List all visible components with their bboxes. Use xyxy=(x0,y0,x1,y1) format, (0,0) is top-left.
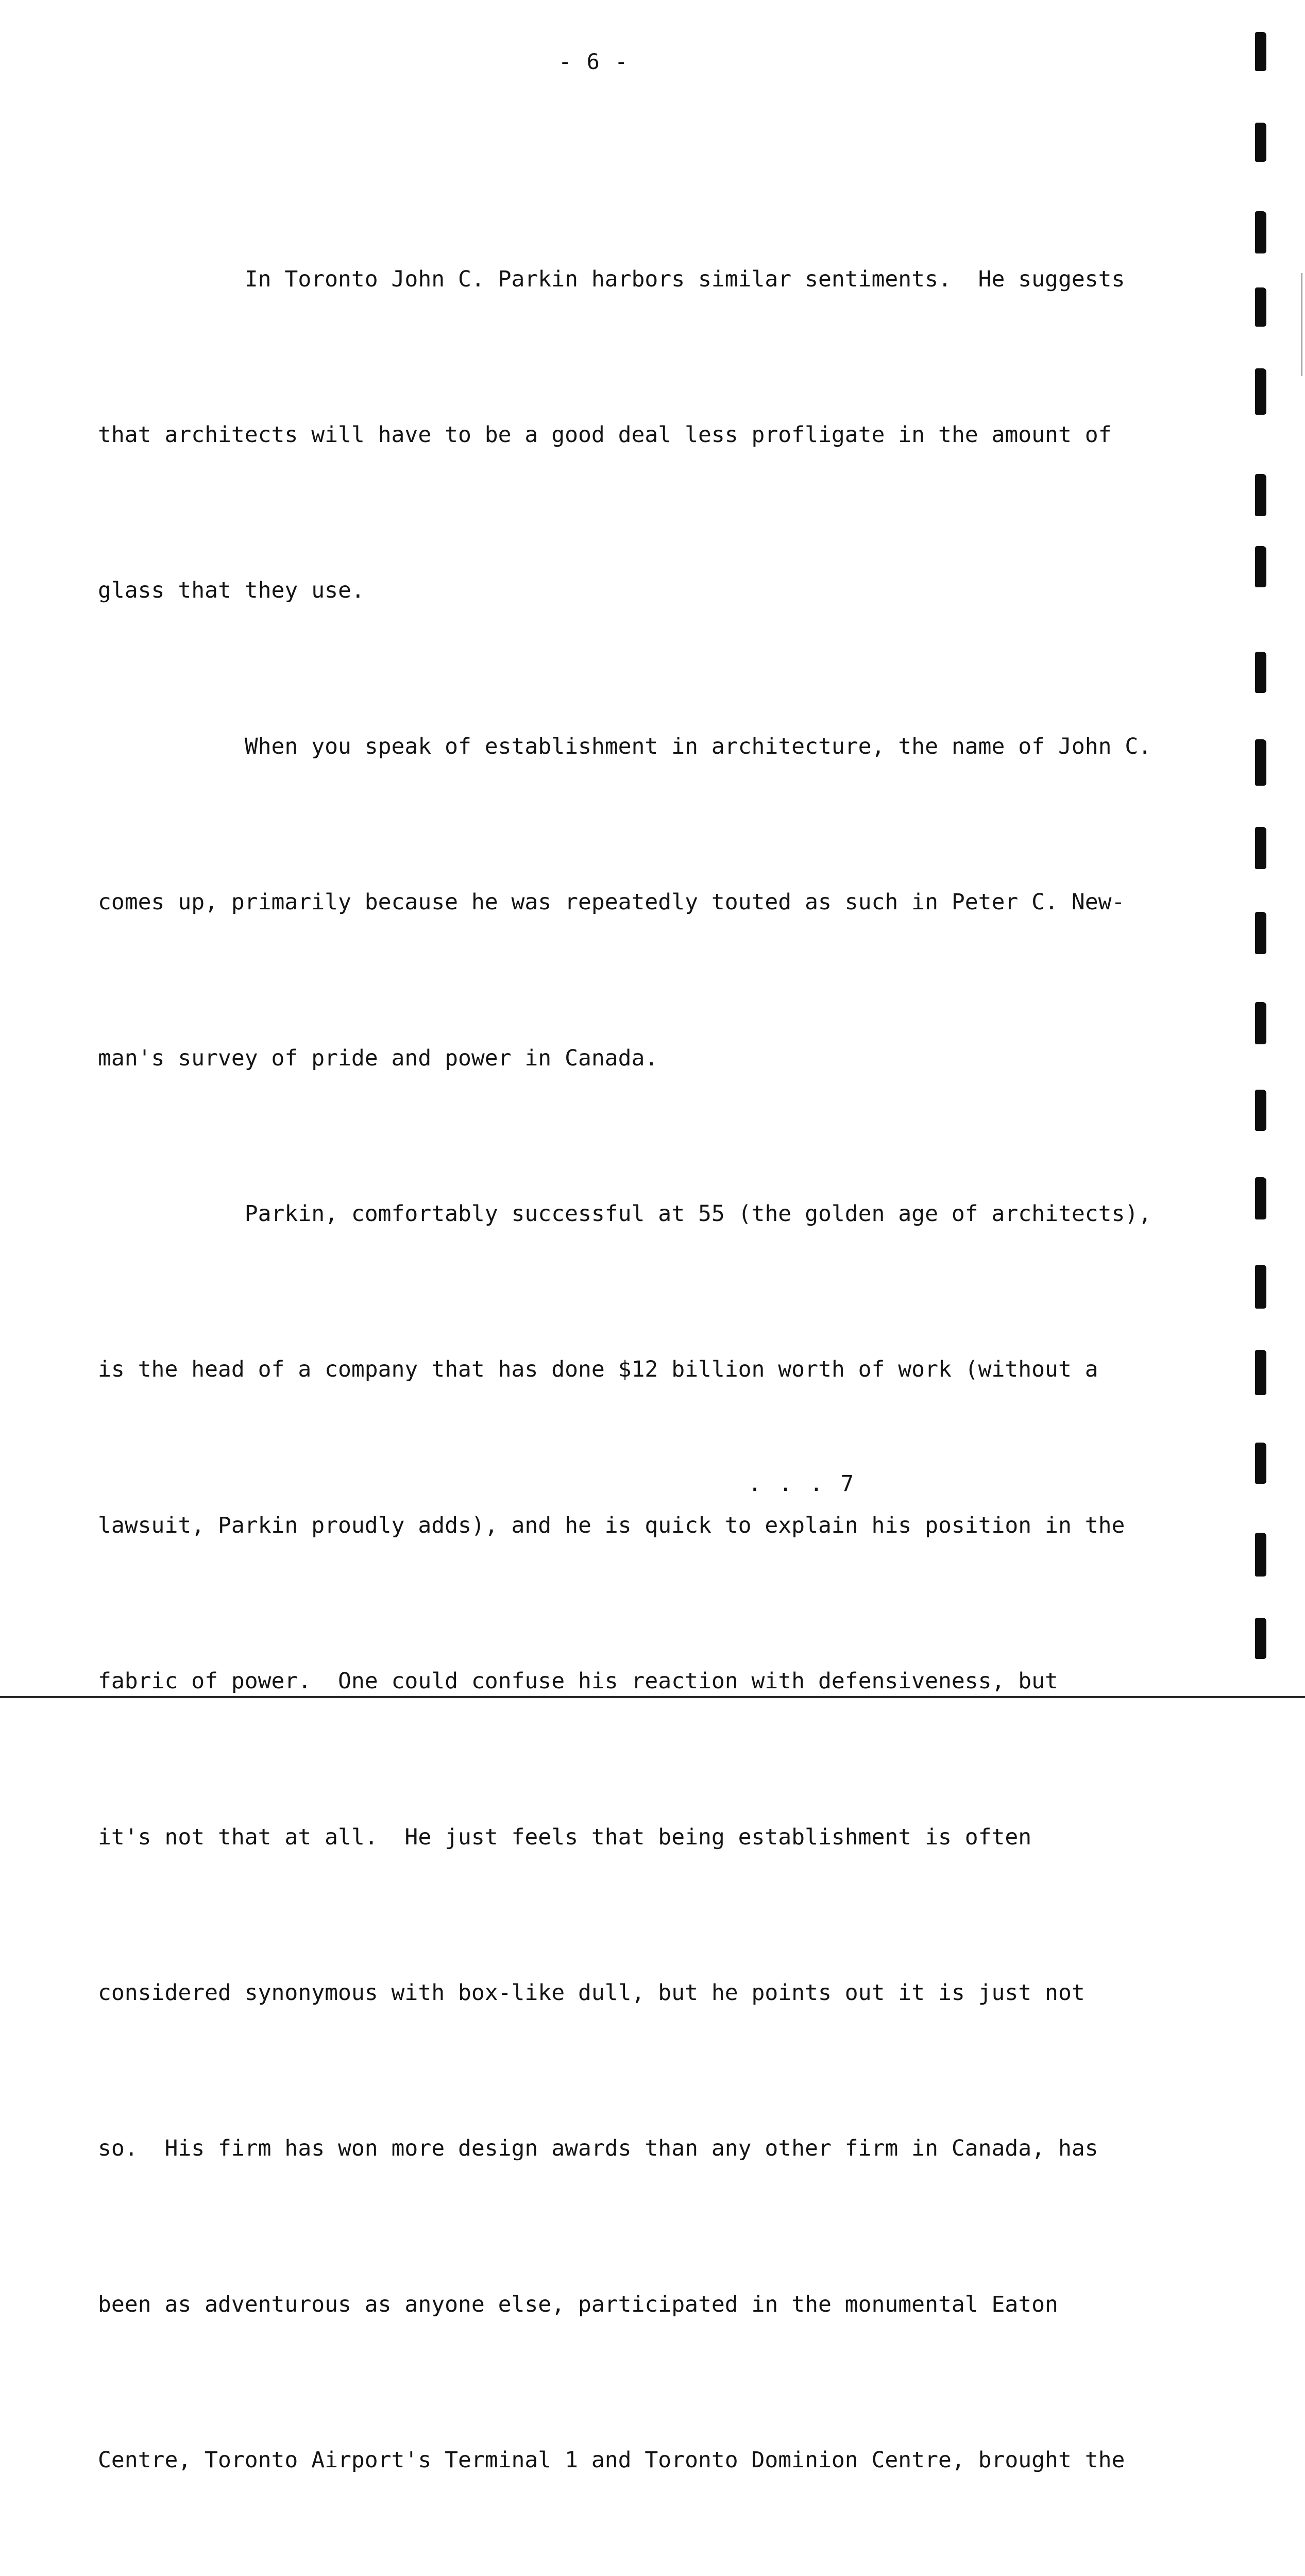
binding-mark xyxy=(1255,827,1266,869)
binding-mark xyxy=(1255,1002,1266,1044)
text-line: been as adventurous as anyone else, participated in the monumental Eaton xyxy=(98,2291,1058,2317)
text-line: Centre, Toronto Airport's Terminal 1 and Toronto Dominion Centre, brought the xyxy=(98,2447,1125,2473)
binding-mark xyxy=(1255,1533,1266,1577)
binding-mark xyxy=(1255,1090,1266,1131)
document-body xyxy=(98,149,1152,2576)
binding-mark xyxy=(1255,368,1266,415)
binding-mark xyxy=(1255,287,1266,327)
scan-edge-line xyxy=(1301,273,1302,376)
binding-mark xyxy=(1255,1618,1266,1659)
text-line: In Toronto John C. Parkin harbors similar sentiments. He suggests xyxy=(98,266,1125,292)
binding-mark xyxy=(1255,474,1266,516)
binding-mark xyxy=(1255,1177,1266,1219)
binding-mark xyxy=(1255,739,1266,786)
binding-mark xyxy=(1255,1265,1266,1309)
page-number: - 6 - xyxy=(558,49,629,74)
binding-mark xyxy=(1255,652,1266,693)
text-line: that architects will have to be a good deal less profligate in the amount of xyxy=(98,421,1112,448)
binding-mark xyxy=(1255,1350,1266,1395)
text-line: fabric of power. One could confuse his reaction with defensiveness, but xyxy=(98,1668,1058,1694)
text-line: lawsuit, Parkin proudly adds), and he is quick to explain his position in the xyxy=(98,1512,1125,1538)
text-line: When you speak of establishment in architecture, the name of John C. xyxy=(98,733,1152,759)
binding-mark xyxy=(1255,123,1266,162)
text-line: is the head of a company that has done $12 billion worth of work (without a xyxy=(98,1357,1098,1383)
binding-mark xyxy=(1255,1443,1266,1484)
binding-mark xyxy=(1255,32,1266,71)
continuation-marker: . . . 7 xyxy=(748,1471,856,1497)
text-line: man's survey of pride and power in Canada. xyxy=(98,1045,658,1071)
text-line: Parkin, comfortably successful at 55 (the golden age of architects), xyxy=(98,1200,1152,1227)
text-line: it's not that at all. He just feels that being establishment is often xyxy=(98,1824,1032,1850)
text-line: comes up, primarily because he was repeatedly touted as such in Peter C. New- xyxy=(98,889,1125,916)
binding-mark xyxy=(1255,912,1266,954)
binding-mark xyxy=(1255,211,1266,253)
text-line: considered synonymous with box-like dull, but he points out it is just not xyxy=(98,1979,1085,2006)
bottom-rule xyxy=(0,1696,1305,1698)
text-line: glass that they use. xyxy=(98,578,365,604)
text-line: so. His firm has won more design awards than any other firm in Canada, has xyxy=(98,2136,1098,2162)
binding-mark xyxy=(1255,546,1266,587)
